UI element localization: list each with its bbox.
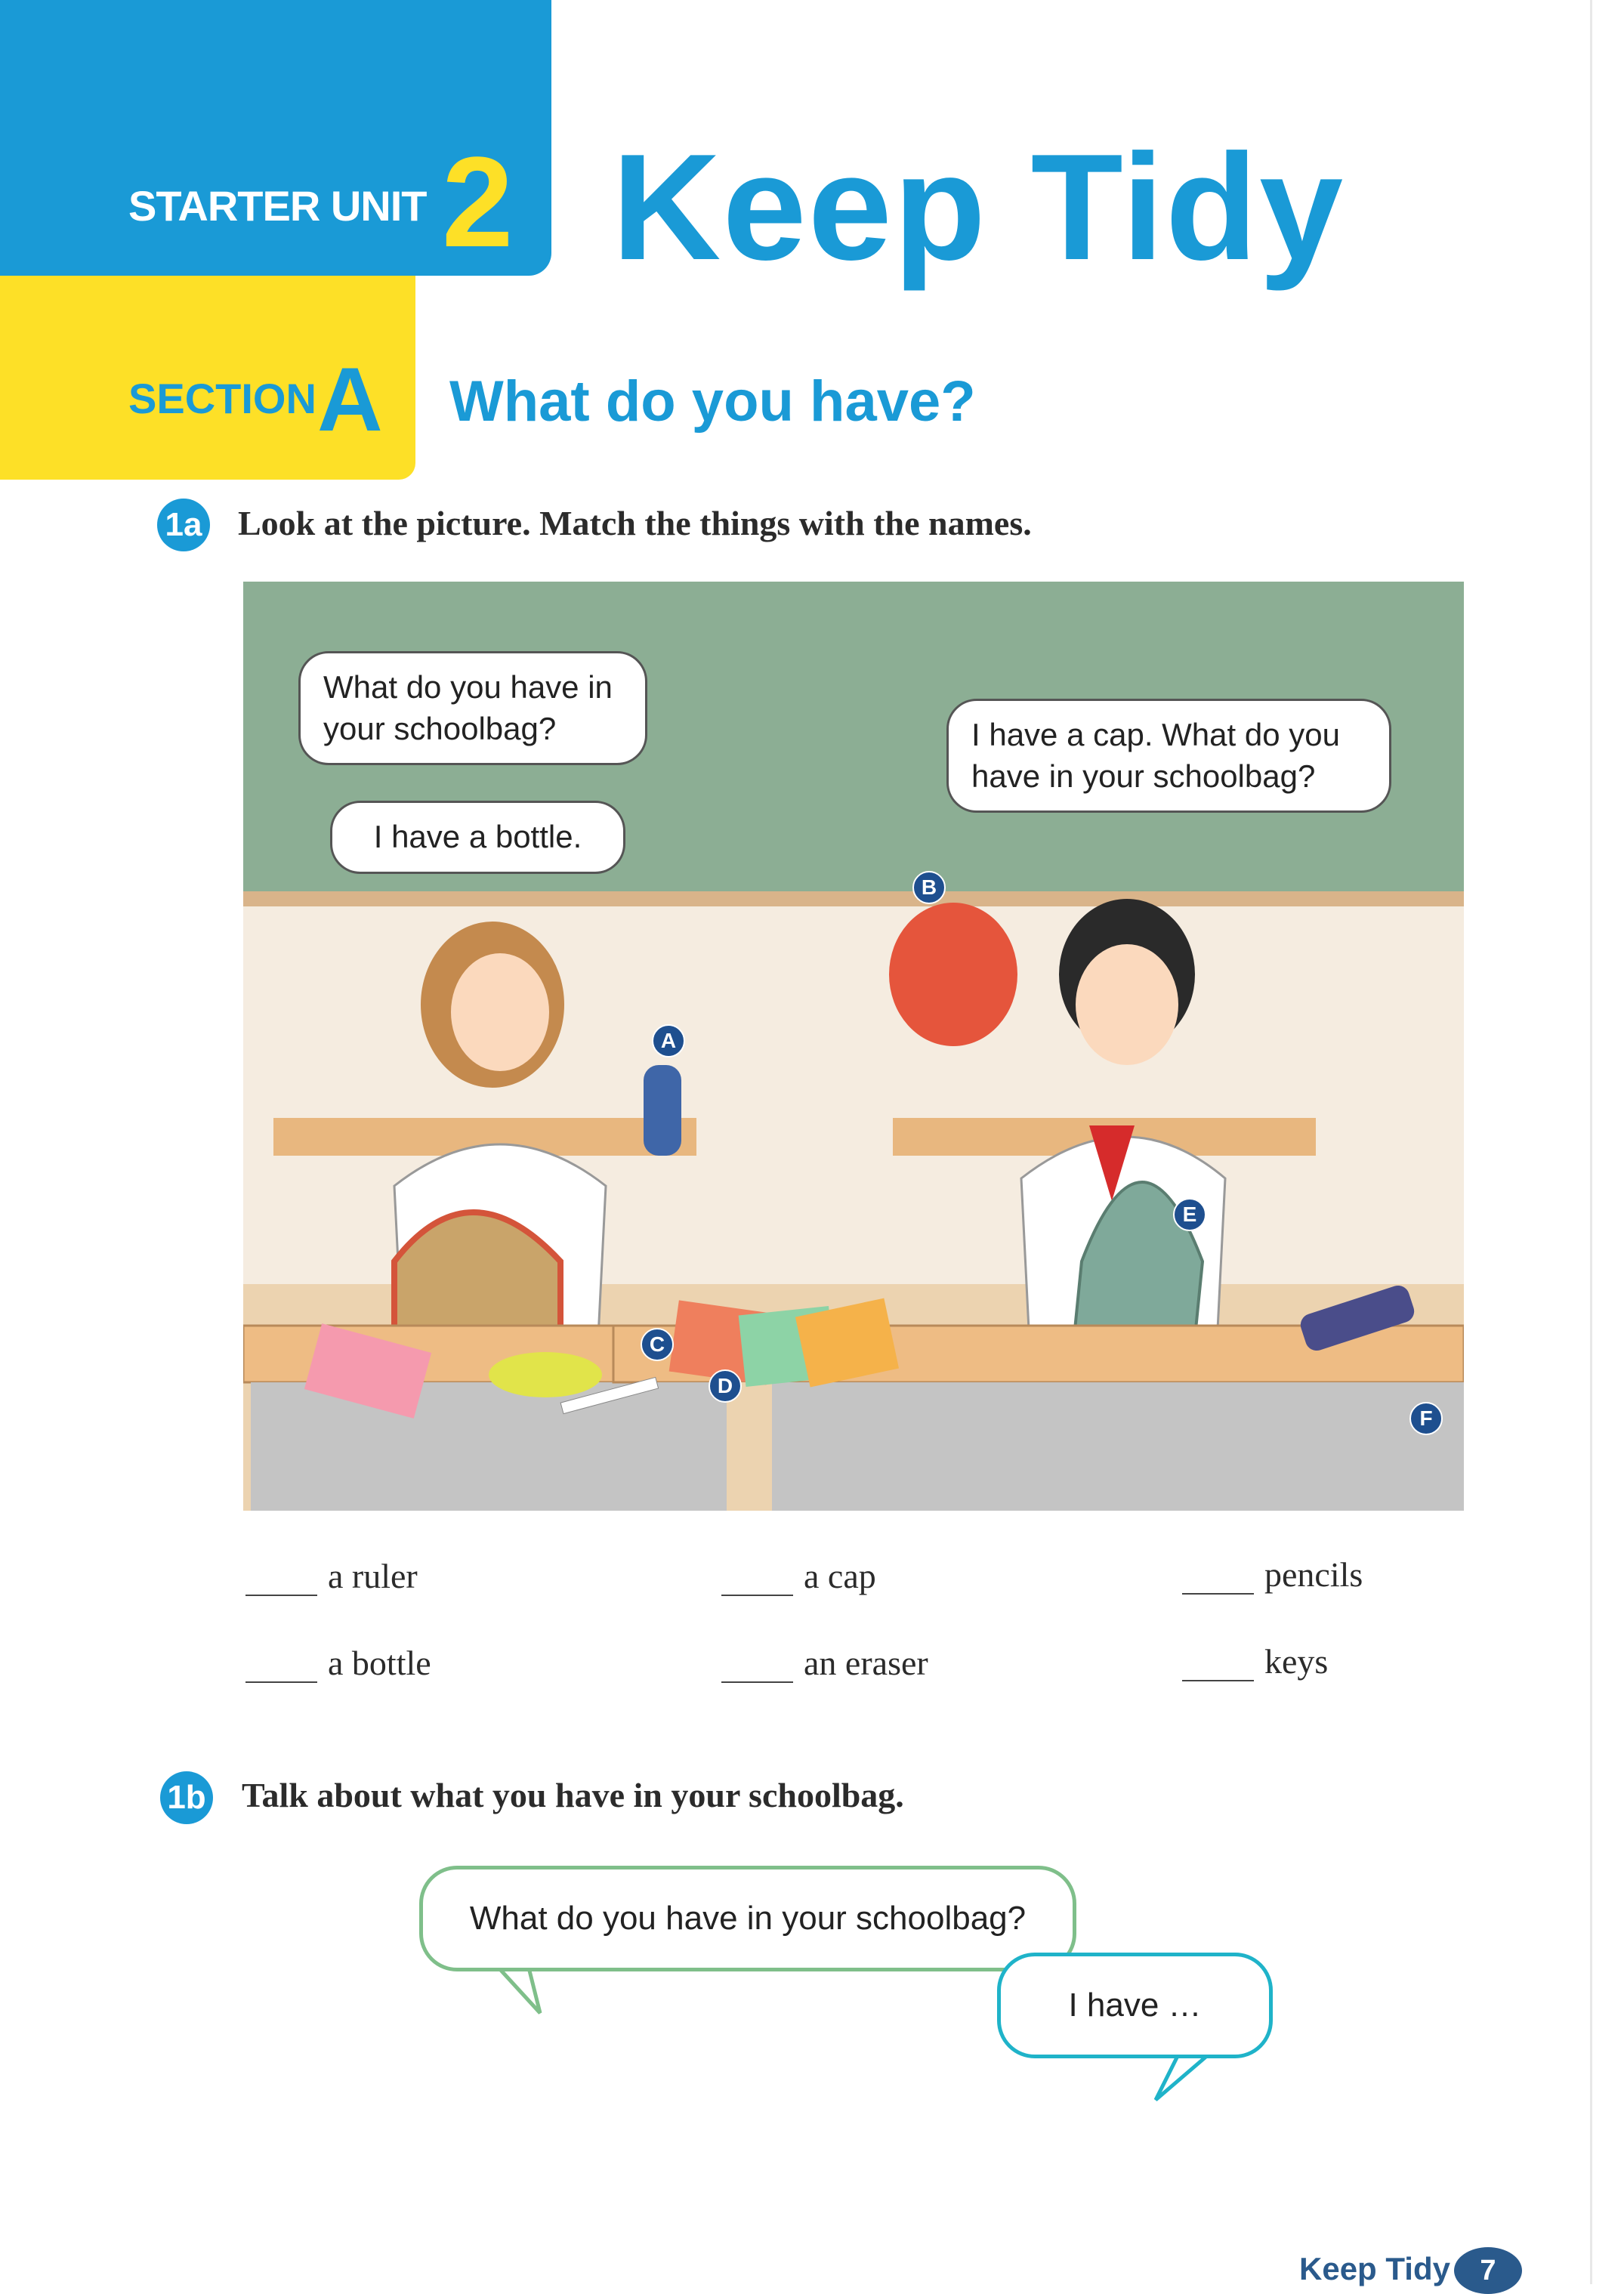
page-number: 7	[1454, 2247, 1522, 2294]
answer-label: a bottle	[328, 1644, 431, 1682]
unit-label: STARTER UNIT	[128, 182, 427, 230]
exercise-badge-1a: 1a	[157, 499, 210, 551]
speech-bubble-answer: I have …	[997, 1953, 1273, 2058]
speech-bubble-girl-question: What do you have in your schoolbag?	[298, 651, 647, 765]
page-title: Keep Tidy	[612, 123, 1345, 292]
answer-label: a cap	[804, 1557, 876, 1595]
speech-bubble-question: What do you have in your schoolbag?	[419, 1866, 1076, 1971]
answer-label: a ruler	[328, 1557, 418, 1595]
label-f: F	[1409, 1402, 1443, 1435]
answer-label: an eraser	[804, 1644, 928, 1682]
speech-bubble-girl-answer: I have a bottle.	[330, 801, 625, 874]
section-title: What do you have?	[449, 369, 976, 434]
label-b: B	[912, 871, 946, 904]
section-letter: A	[317, 349, 383, 450]
section-label: SECTION	[128, 375, 316, 422]
answer-label: pencils	[1264, 1555, 1363, 1594]
label-c: C	[641, 1328, 674, 1361]
label-d: D	[709, 1369, 742, 1403]
speech-bubble-boy: I have a cap. What do you have in your schoolbag?	[946, 699, 1391, 813]
page-edge	[1590, 0, 1592, 2284]
footer-title: Keep Tidy	[1299, 2251, 1450, 2286]
label-e: E	[1173, 1198, 1206, 1231]
exercise-badge-1b: 1b	[160, 1771, 213, 1824]
answer-label: keys	[1264, 1642, 1329, 1681]
unit-number: 2	[442, 131, 514, 274]
label-a: A	[652, 1024, 685, 1057]
exercise-1a-instruction: Look at the picture. Match the things with the names.	[238, 504, 1032, 542]
exercise-1b-instruction: Talk about what you have in your schoolbag.	[242, 1776, 904, 1814]
